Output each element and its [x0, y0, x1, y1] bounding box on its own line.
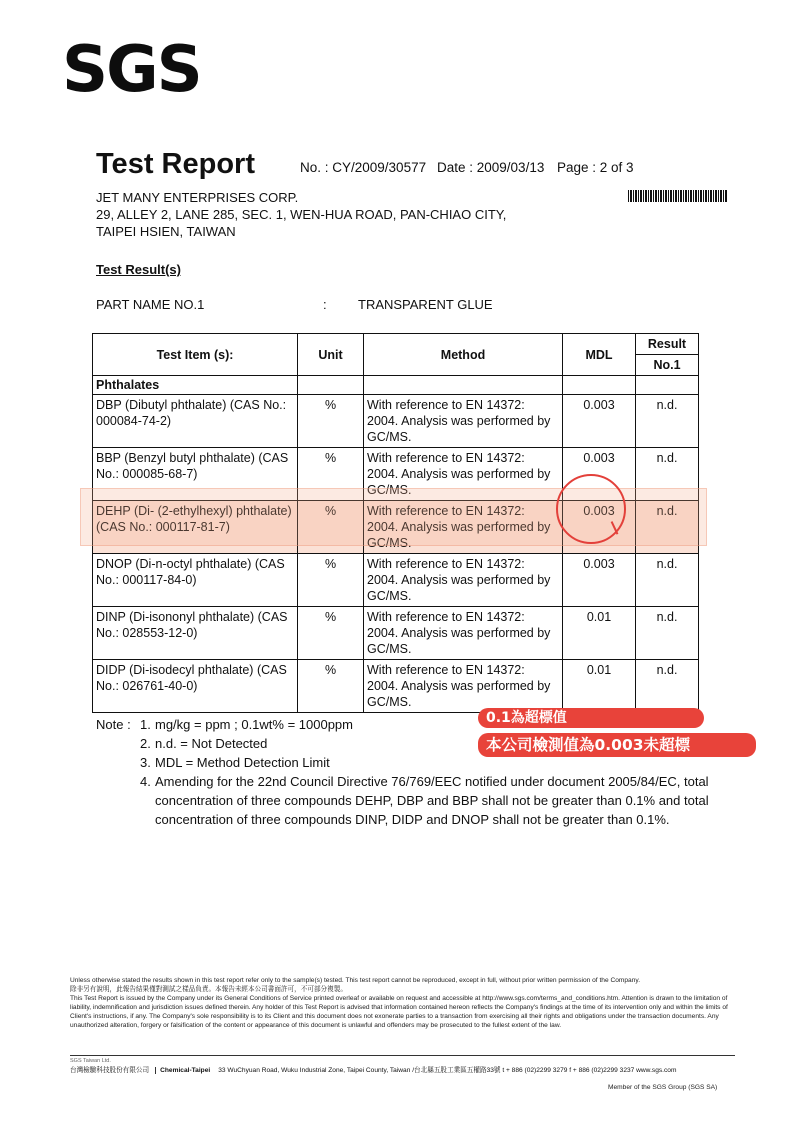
- unit-cell: %: [298, 448, 364, 501]
- client-address-line2: TAIPEI HSIEN, TAIWAN: [96, 224, 236, 239]
- results-heading: Test Result(s): [96, 262, 181, 277]
- annotation-test-value: 本公司檢測值為0.003未超標: [478, 733, 756, 757]
- note-text: mg/kg = ppm ; 0.1wt% = 1000ppm: [155, 717, 353, 732]
- mdl-cell: 0.003: [563, 395, 636, 448]
- result-cell: n.d.: [636, 554, 699, 607]
- annotation-exceed-limit: 0.1為超標值: [478, 708, 704, 728]
- unit-cell: %: [298, 554, 364, 607]
- note-text: Amending for the 22nd Council Directive 76/769/EEC notified under document 2005/84/EC, total concentration of three compounds DEHP, DBP and BBP shall not be greater than 0.1% and total concentration of three compounds DINP, DIDP and DNOP shall not be greater than 0.1%.: [155, 774, 709, 827]
- mdl-cell: 0.003: [563, 448, 636, 501]
- mdl-cell: 0.01: [563, 660, 636, 713]
- note-number: 4.: [140, 774, 151, 789]
- result-cell: n.d.: [636, 501, 699, 554]
- company-en: SGS Taiwan Ltd.: [70, 1058, 111, 1064]
- note-number: 1.: [140, 717, 151, 732]
- method-cell: With reference to EN 14372: 2004. Analysis was performed by GC/MS.: [364, 448, 563, 501]
- item-cell: BBP (Benzyl butyl phthalate) (CAS No.: 000085-68-7): [93, 448, 298, 501]
- header-result: Result: [636, 334, 699, 355]
- result-cell: n.d.: [636, 607, 699, 660]
- part-value: TRANSPARENT GLUE: [358, 297, 493, 312]
- table-row: [93, 660, 699, 713]
- notes-label: Note :: [96, 717, 131, 732]
- footer-lab: Chemical-Taipei: [155, 1067, 210, 1074]
- sgs-logo: [62, 30, 201, 110]
- note-number: 2.: [140, 736, 151, 751]
- unit-cell: %: [298, 395, 364, 448]
- method-cell: With reference to EN 14372: 2004. Analysis was performed by GC/MS.: [364, 395, 563, 448]
- item-cell: DBP (Dibutyl phthalate) (CAS No.: 000084-74-2): [93, 395, 298, 448]
- header-method: Method: [364, 334, 563, 376]
- mdl-cell: 0.003: [563, 501, 636, 554]
- report-number: No. : CY/2009/30577: [300, 160, 427, 175]
- footer-disclaimer: [70, 976, 735, 1030]
- item-cell: DEHP (Di- (2-ethylhexyl) phthalate) (CAS No.: 000117-81-7): [93, 501, 298, 554]
- unit-cell: %: [298, 501, 364, 554]
- client-name: JET MANY ENTERPRISES CORP.: [96, 190, 299, 205]
- footer-address: 33 WuChyuan Road, Wuku Industrial Zone, Taipei County, Taiwan /台北縣五股工業區五權路33號 t + 886 (02)2299 3279 f + 886 (02)2299 3237 www.sgs.com: [218, 1067, 677, 1074]
- mdl-cell: 0.003: [563, 554, 636, 607]
- page-number: Page : 2 of 3: [557, 160, 634, 175]
- footer-member: Member of the SGS Group (SGS SA): [608, 1084, 718, 1091]
- unit-cell: %: [298, 607, 364, 660]
- table-row: [93, 395, 699, 448]
- group-label: Phthalates: [93, 376, 298, 395]
- barcode: [628, 190, 728, 202]
- logo-text: SGS: [62, 33, 201, 107]
- table-row: [93, 554, 699, 607]
- group-row: [93, 376, 699, 395]
- footer-line1: Unless otherwise stated the results shown in this test report refer only to the sample(s) tested. This test report cannot be reproduced, except in full, without prior written permission of the Company.: [70, 977, 641, 984]
- footer-line2: 除非另有說明，此報告結果僅對測試之樣品負責。本報告未經本公司書面許可，不可部分複製。: [70, 985, 347, 993]
- item-cell: DINP (Di-isononyl phthalate) (CAS No.: 028553-12-0): [93, 607, 298, 660]
- header-unit: Unit: [298, 334, 364, 376]
- method-cell: With reference to EN 14372: 2004. Analysis was performed by GC/MS.: [364, 501, 563, 554]
- item-cell: DIDP (Di-isodecyl phthalate) (CAS No.: 026761-40-0): [93, 660, 298, 713]
- note-text: n.d. = Not Detected: [155, 736, 268, 751]
- page-title: Test Report: [96, 148, 255, 180]
- result-cell: n.d.: [636, 660, 699, 713]
- item-cell: DNOP (Di-n-octyl phthalate) (CAS No.: 000117-84-0): [93, 554, 298, 607]
- table-row: [93, 607, 699, 660]
- part-label: PART NAME NO.1: [96, 297, 205, 312]
- method-cell: With reference to EN 14372: 2004. Analysis was performed by GC/MS.: [364, 554, 563, 607]
- header-result-sub: No.1: [636, 355, 699, 376]
- footer-line3: This Test Report is issued by the Company under its General Conditions of Service printed overleaf or available on request and accessible at http://www.sgs.com/terms_and_conditions.htm. Attention is drawn to the limitation of liability, indemnification and jurisdiction issues defined therein. Any holder of this Test Report is advised that information contained hereon reflects the Company's findings at the time of its intervention only and within the limits of Client's instructions, if any. The Company's sole responsibility is to its Client and this document does not exonerate parties to a transaction from exercising all their rights and obligations under the transaction documents. Any unauthorized alteration, forgery or falsification of the content or appearance of this document is unlawful and offenders may be prosecuted to the fullest extent of the law.: [70, 995, 728, 1029]
- footer-company: [70, 1058, 149, 1074]
- header-item: Test Item (s):: [93, 334, 298, 376]
- note-line: [96, 772, 715, 829]
- table-header-row: [93, 334, 699, 355]
- report-date: Date : 2009/03/13: [437, 160, 545, 175]
- client-address-line1: 29, ALLEY 2, LANE 285, SEC. 1, WEN-HUA ROAD, PAN-CHIAO CITY,: [96, 207, 507, 222]
- note-text: MDL = Method Detection Limit: [155, 755, 330, 770]
- header-mdl: MDL: [563, 334, 636, 376]
- result-cell: n.d.: [636, 395, 699, 448]
- note-number: 3.: [140, 755, 151, 770]
- result-cell: n.d.: [636, 448, 699, 501]
- mdl-cell: 0.01: [563, 607, 636, 660]
- footer-company-bar: [70, 1055, 735, 1074]
- unit-cell: %: [298, 660, 364, 713]
- part-colon: :: [323, 297, 327, 312]
- method-cell: With reference to EN 14372: 2004. Analysis was performed by GC/MS.: [364, 660, 563, 713]
- method-cell: With reference to EN 14372: 2004. Analysis was performed by GC/MS.: [364, 607, 563, 660]
- company-cn: 台灣檢驗科技股份有限公司: [70, 1066, 150, 1074]
